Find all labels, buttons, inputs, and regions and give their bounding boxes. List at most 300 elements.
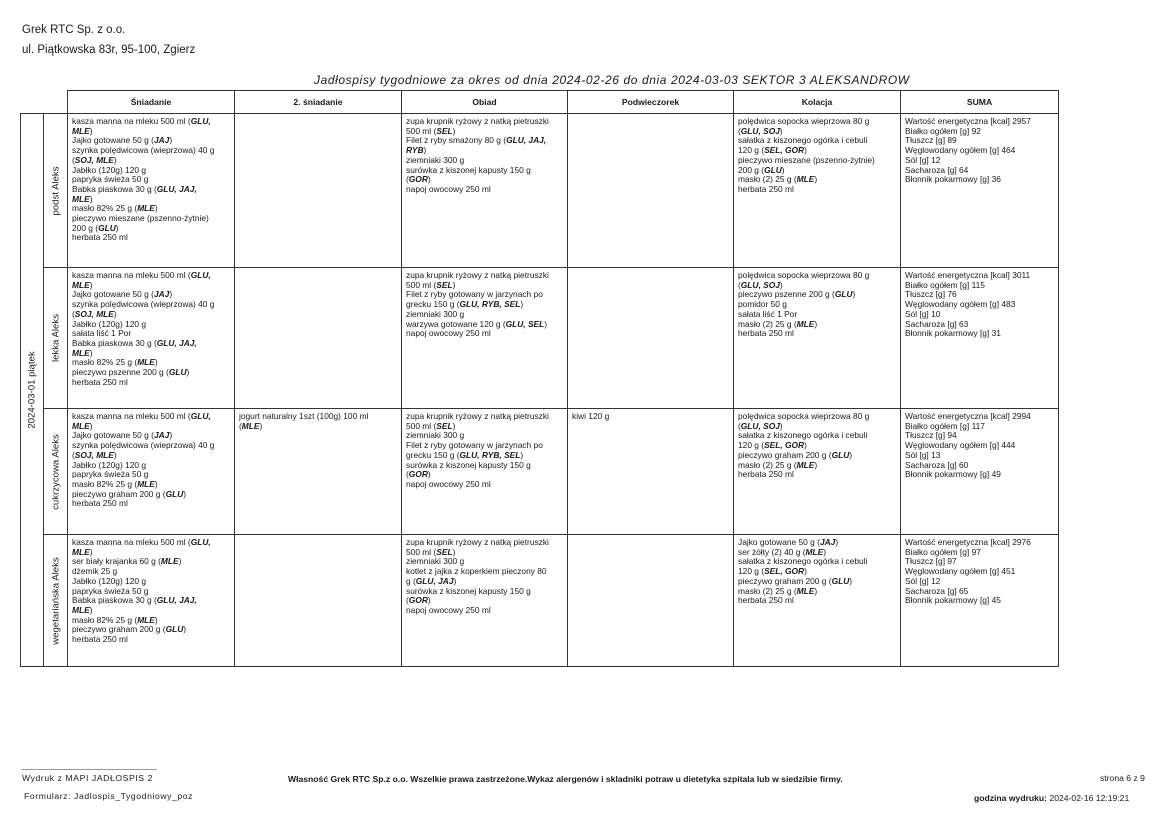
allergen-code: MLE [72, 546, 90, 557]
meal-text: ) [427, 469, 431, 480]
meal-text: ) [154, 203, 158, 214]
meal-line [738, 596, 897, 606]
meal-text: Jabłko (120g) 120 g [72, 318, 147, 329]
meal-text: szynka polędwicowa (wieprzowa) 40 g [72, 145, 215, 156]
meal-line [72, 233, 231, 243]
meal-text: ) [814, 318, 818, 329]
meal-text: ) [452, 420, 456, 431]
meal-text: herbata 250 ml [72, 232, 128, 243]
meal-text: ) [89, 193, 93, 204]
col-header-podwieczorek: Podwieczorek [568, 91, 734, 114]
meal-text: ( [738, 279, 741, 290]
meal-text: ( [738, 420, 741, 431]
meal-text: ) [804, 145, 807, 156]
nutrition-line: Węglowodany ogółem [g] 464 [905, 145, 1016, 156]
meal-text: ) [520, 299, 524, 310]
meal-text: ) [427, 174, 431, 185]
meal-line [239, 412, 398, 422]
allergen-code: MLE [72, 420, 90, 431]
allergen-code: GLU, JAJ [415, 575, 454, 586]
allergen-code: JAJ [819, 537, 836, 547]
meal-text: ) [779, 420, 783, 431]
meal-line [72, 596, 231, 606]
meal-text: warzywa gotowane 120 g ( [406, 318, 506, 329]
meal-text: Jajko gotowane 50 g ( [72, 289, 154, 300]
meal-text: herbata 250 ml [738, 469, 794, 480]
meal-text: ) [113, 308, 117, 319]
nutrition-line: Sacharoza [g] 63 [905, 318, 969, 329]
meal-line [239, 422, 398, 432]
allergen-code: SOJ, MLE [74, 308, 114, 319]
col-header-kolacja: Kolacja [734, 91, 901, 114]
meal-text: ) [779, 279, 783, 290]
allergen-code: SEL, GOR [764, 145, 805, 156]
meal-text: masło (2) 25 g ( [738, 459, 797, 470]
diet-label: podst Aleks [50, 165, 61, 216]
meal-text: ) [852, 289, 856, 300]
footer-divider [22, 769, 157, 770]
meal-text: 200 g ( [72, 222, 99, 233]
meal-cell [68, 114, 235, 268]
meal-text: Filet z ryby smażony 80 g ( [406, 135, 507, 146]
allergen-code: SEL [436, 420, 453, 431]
nutrition-line: Węglowodany ogółem [g] 444 [905, 440, 1016, 451]
meal-line [72, 635, 231, 645]
nutrition-line: Wartość energetyczna [kcal] 3011 [905, 270, 1031, 280]
date-cell [21, 114, 44, 667]
meal-line [406, 606, 564, 616]
meal-text: herbata 250 ml [738, 328, 794, 339]
meal-text: ) [452, 125, 456, 136]
nutrition-line: Sacharoza [g] 60 [905, 459, 969, 470]
meal-text: ) [814, 459, 818, 470]
meal-line [738, 470, 897, 480]
meal-text: 500 ml ( [406, 546, 437, 557]
meal-line [72, 412, 231, 422]
meal-line [72, 185, 231, 195]
meal-text: masło (2) 25 g ( [738, 174, 797, 185]
meal-text: pieczywo graham 200 g ( [738, 449, 832, 460]
meal-line [72, 117, 231, 127]
meal-text: 120 g ( [738, 145, 765, 156]
meal-text: ) [154, 614, 158, 625]
allergen-code: MLE [241, 420, 260, 431]
meal-text: szynka polędwicowa (wieprzowa) 40 g [72, 440, 215, 451]
meal-text: kasza manna na mleku 500 ml ( [72, 411, 191, 421]
meal-text: ) [89, 604, 93, 615]
nutrition-line: Węglowodany ogółem [g] 451 [905, 566, 1016, 577]
footer-print-time-value: 2024-02-16 12:19:21 [1049, 793, 1130, 803]
meal-text: Jajko gotowane 50 g ( [72, 135, 154, 146]
diet-cell [44, 114, 68, 268]
allergen-code: GLU, JAJ, [156, 337, 197, 348]
meal-text: polędwica sopocka wieprzowa 80 g [738, 411, 870, 421]
meal-text: ) [169, 289, 173, 300]
meal-text: ) [183, 488, 187, 499]
meal-text: Filet z ryby gotowany w jarzynach po [406, 289, 543, 300]
meal-text: ) [183, 624, 187, 635]
meal-text: sałata liść 1 Por [738, 308, 798, 319]
meal-text: masło 82% 25 g ( [72, 478, 138, 489]
meal-text: ) [452, 279, 456, 290]
allergen-code: GLU, JAJ, [506, 135, 547, 146]
allergen-code: GLU, RYB, SEL [459, 299, 521, 310]
allergen-code: MLE [137, 203, 155, 214]
nutrition-line: Węglowodany ogółem [g] 483 [905, 299, 1016, 310]
nutrition-line: Błonnik pokarmowy [g] 36 [905, 174, 1001, 185]
menu-row [21, 409, 1059, 535]
meal-text: grecku 150 g ( [406, 449, 460, 460]
diet-label: lekka Aleks [50, 314, 61, 362]
meal-text: ) [169, 430, 173, 441]
allergen-code: MLE [805, 546, 824, 557]
meal-text: ( [72, 308, 75, 319]
meal-text: Jabłko (120g) 120 g [72, 575, 147, 586]
meal-text: ) [113, 154, 117, 165]
meal-text: surówka z kiszonej kapusty 150 g [406, 585, 531, 596]
meal-text: kasza manna na mleku 500 ml ( [72, 537, 191, 547]
meal-cell [402, 535, 568, 667]
meal-cell [68, 535, 235, 667]
meal-text: surówka z kiszonej kapusty 150 g [406, 164, 531, 175]
allergen-code: GLU, [190, 537, 211, 547]
meal-text: herbata 250 ml [738, 595, 794, 606]
allergen-code: SEL, GOR [764, 440, 805, 451]
allergen-code: MLE [160, 556, 179, 567]
meal-line [738, 329, 897, 339]
meal-text: jogurt naturalny 1szt (100g) 100 ml [239, 411, 369, 421]
allergen-code: GOR [408, 595, 428, 606]
meal-text: ziemniaki 300 g [406, 154, 465, 165]
suma-cell [901, 268, 1059, 409]
meal-text: ) [779, 125, 783, 136]
meal-text: ) [186, 367, 190, 378]
meal-text: ) [814, 585, 818, 596]
meal-text: ) [89, 420, 93, 431]
meal-cell [734, 268, 901, 409]
meal-line [72, 271, 231, 281]
diet-cell [44, 409, 68, 535]
meal-text: pieczywo mieszane (pszenno-żytnie) [738, 154, 875, 165]
allergen-code: MLE [72, 279, 90, 290]
meal-text: ) [835, 537, 839, 547]
header-row [21, 91, 1059, 114]
nutrition-line: Błonnik pokarmowy [g] 31 [905, 328, 1001, 339]
meal-text: 500 ml ( [406, 279, 437, 290]
meal-text: ) [544, 318, 548, 329]
meal-text: ziemniaki 300 g [406, 556, 465, 567]
meal-text: dżemik 25 g [72, 566, 118, 577]
footer-print-time-label: godzina wydruku: [974, 793, 1048, 803]
meal-text: papryka świeża 50 g [72, 174, 149, 185]
meal-text: kasza manna na mleku 500 ml ( [72, 116, 191, 126]
meal-text: ) [804, 566, 807, 577]
allergen-code: GLU, [190, 270, 211, 280]
meal-text: napoj owocowy 250 ml [406, 183, 491, 194]
allergen-code: MLE [796, 585, 815, 596]
meal-text: ) [89, 279, 93, 290]
allergen-code: SEL [436, 125, 453, 136]
meal-cell [734, 114, 901, 268]
nutrition-line: Sól [g] 12 [905, 154, 941, 165]
nutrition-line: Tłuszcz [g] 97 [905, 556, 957, 567]
meal-cell [402, 268, 568, 409]
suma-cell [901, 114, 1059, 268]
meal-text: kotlet z jajka z koperkiem pieczony 80 [406, 566, 547, 577]
meal-text: 200 g ( [738, 164, 765, 175]
meal-text: napoj owocowy 250 ml [406, 478, 491, 489]
meal-cell [235, 535, 402, 667]
meal-text: sałatka z kiszonego ogórka i cebuli [738, 556, 868, 567]
meal-cell [68, 409, 235, 535]
suma-cell [901, 409, 1059, 535]
allergen-code: GLU, [190, 116, 211, 126]
meal-text: ser żółty (2) 40 g ( [738, 546, 806, 557]
meal-text: ) [169, 135, 173, 146]
meal-text: ( [72, 449, 75, 460]
meal-line [72, 538, 231, 548]
meal-text: masło 82% 25 g ( [72, 614, 138, 625]
meal-text: sałata liść 1 Por [72, 328, 132, 339]
meal-cell [402, 114, 568, 268]
allergen-code: MLE [137, 614, 155, 625]
nutrition-line: Wartość energetyczna [kcal] 2957 [905, 116, 1031, 126]
allergen-code: GLU [165, 488, 184, 499]
allergen-code: MLE [72, 125, 90, 136]
meal-text: herbata 250 ml [72, 376, 128, 387]
allergen-code: GLU, RYB, SEL [459, 449, 521, 460]
meal-text: ( [406, 469, 409, 480]
meal-cell [568, 409, 734, 535]
meal-text: Babka piaskowa 30 g ( [72, 183, 157, 194]
allergen-code: GLU, SEL [505, 318, 545, 329]
allergen-code: MLE [796, 459, 815, 470]
meal-text: Jabłko (120g) 120 g [72, 164, 147, 175]
meal-line [738, 185, 897, 195]
allergen-code: GLU, JAJ, [156, 183, 197, 194]
meal-text: pieczywo pszenne 200 g ( [72, 367, 169, 378]
col-header-obiad: Obiad [402, 91, 568, 114]
menu-row [21, 114, 1059, 268]
meal-text: ) [849, 449, 853, 460]
meal-text: papryka świeża 50 g [72, 469, 149, 480]
diet-label: wegetariańska Aleks [50, 556, 61, 645]
meal-text: ziemniaki 300 g [406, 430, 465, 441]
header-blank [44, 91, 68, 114]
meal-text: ziemniaki 300 g [406, 308, 465, 319]
meal-text: zupa krupnik ryżowy z natką pietruszki [406, 537, 549, 547]
meal-cell [402, 409, 568, 535]
meal-text: ) [113, 449, 117, 460]
footer-page-number: strona 6 z 9 [1100, 773, 1145, 783]
meal-text: kasza manna na mleku 500 ml ( [72, 270, 191, 280]
meal-line [72, 378, 231, 388]
allergen-code: MLE [796, 174, 815, 185]
meal-text: Jajko gotowane 50 g ( [738, 537, 820, 547]
meal-text: ) [427, 595, 431, 606]
meal-text: pieczywo mieszane (pszenno-żytnie) [72, 213, 209, 224]
meal-text: surówka z kiszonej kapusty 150 g [406, 459, 531, 470]
meal-text: herbata 250 ml [72, 634, 128, 645]
meal-text: ) [823, 546, 826, 557]
meal-text: ( [72, 154, 75, 165]
allergen-code: GLU [168, 367, 187, 378]
meal-line [572, 412, 730, 422]
meal-text: 120 g ( [738, 440, 765, 451]
meal-text: masło (2) 25 g ( [738, 318, 797, 329]
meal-text: zupa krupnik ryżowy z natką pietruszki [406, 116, 549, 126]
nutrition-line: Tłuszcz [g] 76 [905, 289, 957, 300]
allergen-code: JAJ [153, 289, 170, 300]
meal-text: zupa krupnik ryżowy z natką pietruszki [406, 411, 549, 421]
meal-text: Filet z ryby gotowany w jarzynach po [406, 440, 543, 451]
diet-cell [44, 535, 68, 667]
meal-text: ser biały krajanka 60 g ( [72, 556, 161, 567]
meal-text: pieczywo graham 200 g ( [72, 624, 166, 635]
meal-text: ) [154, 478, 158, 489]
nutrition-line: Sacharoza [g] 64 [905, 164, 969, 175]
meal-text: Jabłko (120g) 120 g [72, 459, 147, 470]
nutrition-line: Błonnik pokarmowy [g] 49 [905, 469, 1001, 480]
meal-text: Jajko gotowane 50 g ( [72, 430, 154, 441]
meal-text: ( [406, 595, 409, 606]
nutrition-line: Sól [g] 10 [905, 308, 941, 319]
allergen-code: GLU [831, 575, 850, 586]
allergen-code: MLE [137, 478, 155, 489]
meal-text: g ( [406, 575, 416, 586]
nutrition-line: Białko ogółem [g] 115 [905, 279, 985, 290]
meal-line [406, 480, 564, 490]
allergen-code: SEL, GOR [764, 566, 805, 577]
allergen-code: GLU [165, 624, 184, 635]
nutrition-line: Sacharoza [g] 65 [905, 585, 969, 596]
allergen-code: MLE [796, 318, 815, 329]
nutrition-line: Błonnik pokarmowy [g] 45 [905, 595, 1001, 606]
meal-text: ) [804, 440, 807, 451]
col-header-suma: SUMA [901, 91, 1059, 114]
meal-text: szynka polędwicowa (wieprzowa) 40 g [72, 299, 215, 310]
meal-text: ( [406, 174, 409, 185]
meal-text: masło 82% 25 g ( [72, 357, 138, 368]
meal-text: napoj owocowy 250 ml [406, 604, 491, 615]
meal-cell [734, 535, 901, 667]
meal-text: 500 ml ( [406, 420, 437, 431]
meal-text: ) [154, 357, 158, 368]
meal-text: masło (2) 25 g ( [738, 585, 797, 596]
allergen-code: JAJ [153, 135, 170, 146]
meal-cell [235, 268, 402, 409]
allergen-code: SOJ, MLE [74, 449, 114, 460]
company-name: Grek RTC Sp. z o.o. [22, 24, 126, 36]
meal-text: ) [423, 145, 427, 156]
meal-line [406, 185, 564, 195]
allergen-code: SOJ, MLE [74, 154, 114, 165]
allergen-code: GLU, SOJ [740, 420, 780, 431]
meal-text: napoj owocowy 250 ml [406, 328, 491, 339]
meal-text: ) [814, 174, 818, 185]
meal-text: 120 g ( [738, 566, 765, 577]
footer-print-source: Wydruk z MAPI JADŁOSPIS 2 [22, 773, 153, 783]
meal-text: herbata 250 ml [738, 183, 794, 194]
col-header-sniadanie: Śniadanie [68, 91, 235, 114]
date-label: 2024-03-01 piątek [26, 351, 38, 429]
nutrition-line: Białko ogółem [g] 117 [905, 420, 985, 431]
nutrition-line: Tłuszcz [g] 89 [905, 135, 957, 146]
diet-cell [44, 268, 68, 409]
meal-text: ) [89, 546, 93, 557]
meal-text: ( [239, 420, 242, 431]
meal-text: Babka piaskowa 30 g ( [72, 595, 157, 606]
allergen-code: GOR [408, 174, 428, 185]
allergen-code: SEL [436, 546, 453, 557]
allergen-code: MLE [72, 193, 90, 204]
meal-text: 500 ml ( [406, 125, 437, 136]
allergen-code: RYB [406, 145, 424, 156]
nutrition-line: Wartość energetyczna [kcal] 2994 [905, 411, 1031, 421]
meal-text: ) [781, 164, 785, 175]
suma-cell [901, 535, 1059, 667]
allergen-code: GLU [98, 222, 116, 233]
meal-text: polędwica sopocka wieprzowa 80 g [738, 270, 870, 280]
allergen-code: SEL [436, 279, 453, 290]
meal-text: ) [849, 575, 853, 586]
meal-text: ( [738, 125, 741, 136]
footer-print-time [974, 793, 1129, 803]
meal-cell [568, 535, 734, 667]
meal-text: ) [520, 449, 524, 460]
meal-line [72, 499, 231, 509]
footer-ownership: Własność Grek RTC Sp.z o.o. Wszelkie prawa zastrzeżone.Wykaz alergenów i skladniki potraw u dietetyka szpitala lub w siedzibie firmy. [288, 774, 843, 784]
allergen-code: GOR [408, 469, 428, 480]
meal-cell [235, 114, 402, 268]
nutrition-line: Białko ogółem [g] 97 [905, 546, 981, 557]
meal-cell [568, 114, 734, 268]
nutrition-line: Białko ogółem [g] 92 [905, 125, 981, 136]
footer-form-name: Formularz: Jadlospis_Tygodniowy_poz [24, 791, 194, 801]
diet-label: cukrzycowa Aleks [50, 433, 61, 510]
meal-text: polędwica sopocka wieprzowa 80 g [738, 116, 870, 126]
meal-cell [235, 409, 402, 535]
meal-cell [734, 409, 901, 535]
meal-text: ) [89, 125, 93, 136]
meal-text: ) [259, 420, 263, 431]
allergen-code: GLU, [190, 411, 211, 421]
allergen-code: JAJ [153, 430, 170, 441]
meal-text: pieczywo graham 200 g ( [738, 575, 832, 586]
meal-text: ) [89, 347, 93, 358]
meal-text: ) [178, 556, 182, 567]
allergen-code: GLU, SOJ [740, 279, 780, 290]
meal-text: ) [452, 546, 456, 557]
meal-cell [68, 268, 235, 409]
nutrition-line: Sól [g] 13 [905, 449, 941, 460]
menu-table [20, 90, 1059, 667]
meal-line [406, 329, 564, 339]
allergen-code: MLE [137, 357, 155, 368]
allergen-code: GLU [764, 164, 782, 175]
meal-text: ) [115, 222, 119, 233]
meal-cell [568, 268, 734, 409]
nutrition-line: Wartość energetyczna [kcal] 2976 [905, 537, 1031, 547]
meal-text: sałatka z kiszonego ogórka i cebuli [738, 430, 868, 441]
meal-text: sałatka z kiszonego ogórka i cebuli [738, 135, 868, 146]
meal-text: pieczywo graham 200 g ( [72, 488, 166, 499]
meal-text: papryka świeża 50 g [72, 585, 149, 596]
meal-text: Babka piaskowa 30 g ( [72, 337, 157, 348]
allergen-code: GLU [831, 449, 850, 460]
meal-line [406, 136, 564, 146]
nutrition-line: Sól [g] 12 [905, 575, 941, 586]
